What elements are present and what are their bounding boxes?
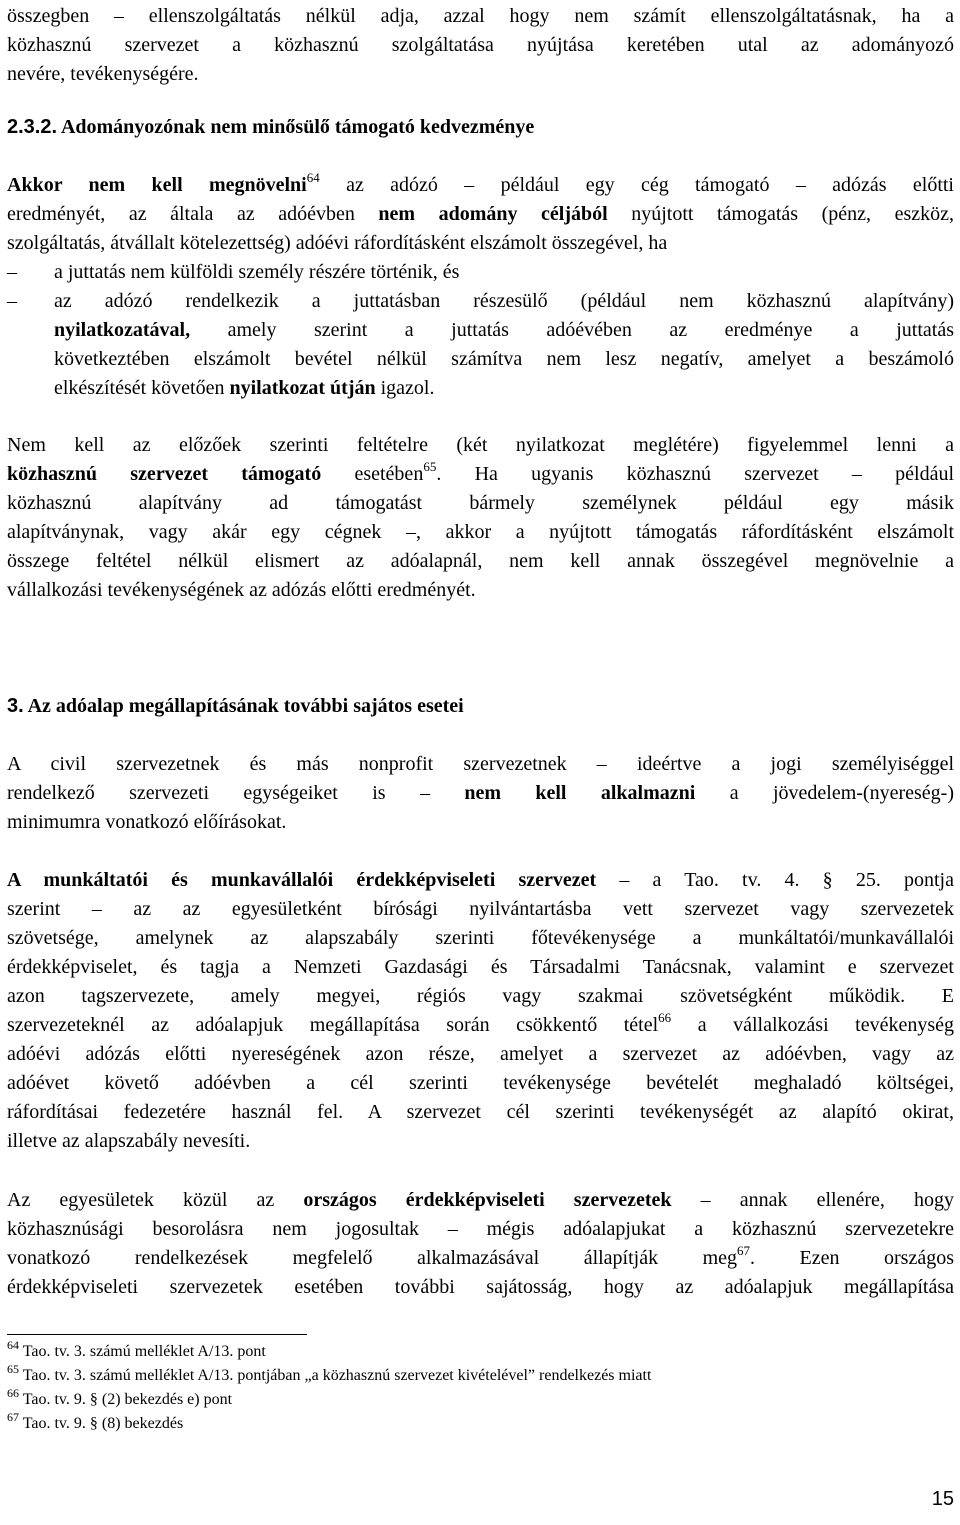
dash-bullet: – bbox=[7, 290, 17, 312]
text-line: az adózó rendelkezik a juttatásban részesülő (például nem közhasznú alapítvány) bbox=[54, 290, 954, 312]
footnote-text: Tao. tv. 9. § (8) bekezdés bbox=[19, 1415, 184, 1432]
paragraph-munkaltatoi bbox=[7, 866, 954, 1156]
paragraph-nem-kell bbox=[7, 431, 954, 605]
text-run: amely szerint a juttatás adóévében az eredménye a juttatás bbox=[190, 319, 954, 341]
text-run: Az egyesületek közül az bbox=[7, 1189, 304, 1211]
bold-text: Akkor nem kell megnövelni bbox=[7, 174, 307, 196]
text-run: rendelkező szervezeti egységeiket is – bbox=[7, 782, 465, 804]
section-heading-2-3-2 bbox=[7, 113, 534, 142]
text-line: ráfordításai fedezetére használ fel. A szervezet cél szerinti tevékenységét az alapító okirat, bbox=[7, 1101, 954, 1123]
footnote-ref-64: 64 bbox=[306, 170, 320, 185]
text-line: alapítványnak, vagy akár egy cégnek –, akkor a nyújtott támogatás ráfordításként elszámolt bbox=[7, 521, 954, 543]
footnote-ref-66: 66 bbox=[658, 1010, 672, 1025]
footnote-number: 64 bbox=[7, 1338, 19, 1352]
text-run: szervezeteknél az adóalapjuk megállapítása során csökkentő tétel bbox=[7, 1014, 659, 1036]
bold-text: országos érdekképviseleti szervezetek bbox=[303, 1189, 672, 1211]
text-run: vonatkozó rendelkezések megfelelő alkalmazásával állapítják meg bbox=[7, 1247, 738, 1269]
text-line: A civil szervezetnek és más nonprofit szervezetnek – ideértve a jogi személyiséggel bbox=[7, 753, 954, 775]
text-run: igazol. bbox=[375, 377, 435, 399]
text-line: minimumra vonatkozó előírásokat. bbox=[7, 811, 287, 833]
text-run: elkészítését követően bbox=[54, 377, 230, 399]
footnote-separator bbox=[7, 1334, 307, 1335]
text-run: a jövedelem-(nyereség-) bbox=[695, 782, 954, 804]
text-line: azon tagszervezete, amely megyei, régiós vagy szakmai szövetségként működik. E bbox=[7, 985, 954, 1007]
text-line: érdekképviseleti szervezetek esetében további sajátosság, hogy az adóalapjuk megállapítása bbox=[7, 1276, 954, 1298]
text-line bbox=[7, 171, 954, 200]
section-title: Adományozónak nem minősülő támogató kedvezménye bbox=[60, 116, 535, 138]
footnote-number: 67 bbox=[7, 1410, 19, 1424]
text-line: a juttatás nem külföldi személy részére történik, és bbox=[54, 261, 460, 283]
footnote-67 bbox=[7, 1412, 954, 1436]
text-run: . Ezen országos bbox=[750, 1247, 955, 1269]
footnote-text: Tao. tv. 3. számú melléklet A/13. pontjában „a közhasznú szervezet kivételével” rendelkezés miatt bbox=[19, 1367, 652, 1384]
text-line bbox=[7, 200, 954, 229]
footnote-65 bbox=[7, 1364, 954, 1388]
paragraph-egyesuletek bbox=[7, 1186, 954, 1302]
bold-text: nem adomány céljából bbox=[378, 203, 608, 225]
text-line: Nem kell az előzőek szerinti feltételre (két nyilatkozat meglétére) figyelemmel lenni a bbox=[7, 434, 954, 456]
footnotes bbox=[7, 1340, 954, 1436]
text-run: a vállalkozási tevékenység bbox=[671, 1014, 955, 1036]
section-number: 3. bbox=[7, 695, 24, 717]
footnote-text: Tao. tv. 9. § (2) bekezdés e) pont bbox=[19, 1391, 233, 1408]
text-line: szolgáltatás, átvállalt kötelezettség) adóévi ráfordításként elszámolt összegével, ha bbox=[7, 232, 668, 254]
text-line bbox=[7, 1011, 954, 1040]
bold-text: nyilatkozatával, bbox=[54, 319, 191, 341]
text-line bbox=[7, 1186, 954, 1215]
text-line: közhasznú szervezet a közhasznú szolgáltatása nyújtása keretében utal az adományozó bbox=[7, 34, 954, 56]
bold-text: nyilatkozat útján bbox=[229, 377, 376, 399]
section-title: Az adóalap megállapításának további sajátos esetei bbox=[27, 695, 464, 717]
text-run: vállalkozási tevékenységének az adózás előtti eredményét. bbox=[7, 579, 476, 601]
text-line: közhasznú alapítvány ad támogatást bármely személynek például egy másik bbox=[7, 492, 954, 514]
text-line: adóévet követő adóévben a cél szerinti tevékenysége bevételét meghaladó költségei, bbox=[7, 1072, 954, 1094]
text-line: szövetsége, amelynek az alapszabály szerinti főtevékenysége a munkáltatói/munkavállalói bbox=[7, 927, 954, 949]
text-run: . Ha ugyanis közhasznú szervezet – például bbox=[436, 463, 955, 485]
bold-text: nem kell alkalmazni bbox=[464, 782, 696, 804]
text-line: összege feltétel nélkül elismert az adóalapnál, nem kell annak összegével megnövelnie a bbox=[7, 550, 954, 572]
page-number: 15 bbox=[931, 1488, 954, 1510]
footnote-ref-67: 67 bbox=[737, 1243, 751, 1258]
text-line bbox=[54, 374, 954, 403]
text-line: adóévi adózás előtti nyereségének azon része, amelyet a szervezet az adóévben, vagy az bbox=[7, 1043, 954, 1065]
footnote-ref-65: 65 bbox=[423, 459, 437, 474]
text-run: nyújtott támogatás (pénz, eszköz, bbox=[607, 203, 954, 225]
footnote-number: 65 bbox=[7, 1362, 19, 1376]
text-line: közhasznúsági besorolásra nem jogosultak – mégis adóalapjukat a közhasznú szervezetekre bbox=[7, 1218, 954, 1240]
text-line bbox=[7, 779, 954, 808]
text-line bbox=[7, 460, 954, 489]
footnote-64 bbox=[7, 1340, 954, 1364]
text-line: illetve az alapszabály nevesíti. bbox=[7, 1130, 251, 1152]
dash-bullet: – bbox=[7, 261, 17, 283]
text-run: – a Tao. tv. 4. § 25. pontja bbox=[596, 869, 954, 891]
bold-text: A munkáltatói és munkavállalói érdekképviseleti szervezet bbox=[7, 869, 597, 891]
paragraph-continuation bbox=[7, 2, 954, 89]
text-line bbox=[7, 576, 954, 605]
footnote-66 bbox=[7, 1388, 954, 1412]
bold-text: közhasznú szervezet támogató bbox=[7, 463, 322, 485]
text-run: – annak ellenére, hogy bbox=[671, 1189, 954, 1211]
text-line bbox=[54, 316, 954, 345]
text-run: esetében bbox=[321, 463, 424, 485]
text-line: érdekképviselet, és tagja a Nemzeti Gazdasági és Társadalmi Tanácsnak, valamint e szervezet bbox=[7, 956, 954, 978]
text-line: következtében elszámolt bevétel nélkül számítva nem lesz negatív, amelyet a beszámoló bbox=[54, 348, 954, 370]
text-run: eredményét, az általa az adóévben bbox=[7, 203, 379, 225]
text-line: nevére, tevékenységére. bbox=[7, 63, 199, 85]
text-run: az adózó – például egy cég támogató – adózás előtti bbox=[319, 174, 954, 196]
paragraph-akkor bbox=[7, 171, 954, 258]
text-line: szerint – az az egyesületként bírósági nyilvántartásba vett szervezet vagy szervezetek bbox=[7, 898, 954, 920]
footnote-number: 66 bbox=[7, 1386, 19, 1400]
footnote-text: Tao. tv. 3. számú melléklet A/13. pont bbox=[19, 1343, 266, 1360]
text-line bbox=[7, 866, 954, 895]
section-heading-3 bbox=[7, 692, 464, 721]
section-number: 2.3.2. bbox=[7, 116, 58, 138]
text-line: összegben – ellenszolgáltatás nélkül adja, azzal hogy nem számít ellenszolgáltatásnak, ha a bbox=[7, 5, 954, 27]
paragraph-civil bbox=[7, 750, 954, 837]
text-line bbox=[7, 1244, 954, 1273]
